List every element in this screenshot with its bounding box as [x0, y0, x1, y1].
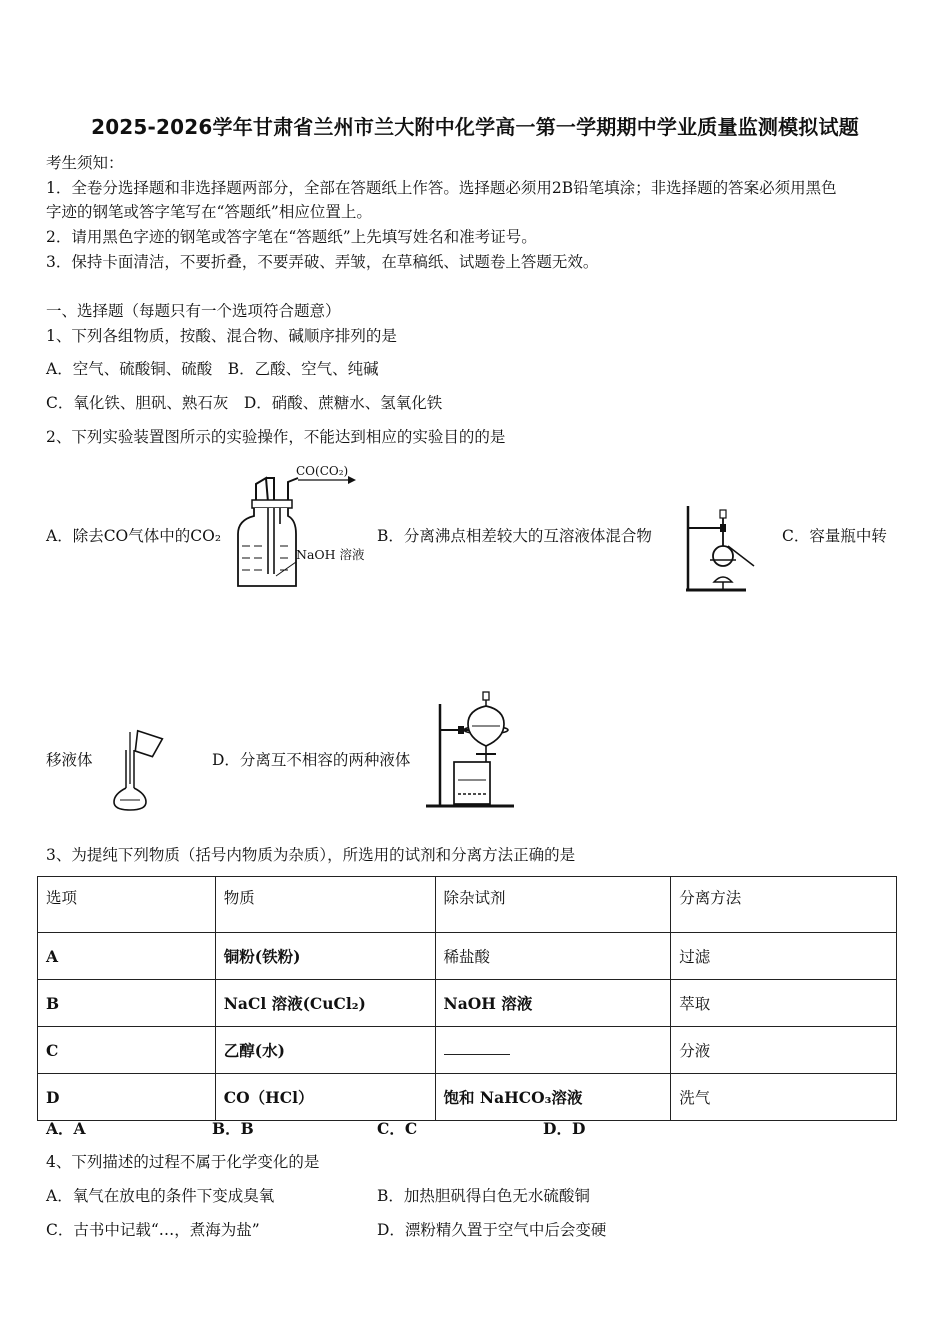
q2-option-c-cont: 移液体 — [46, 751, 93, 769]
table-row — [38, 1074, 897, 1121]
page-title: 2025-2026学年甘肃省兰州市兰大附中化学高一第一学期期中学业质量监测模拟试题 — [91, 115, 859, 139]
table-cell: C — [38, 1027, 216, 1074]
table-cell-blank — [435, 1027, 671, 1074]
table-row — [38, 1027, 897, 1074]
table-cell: 饱和 NaHCO₃溶液 — [435, 1074, 671, 1121]
table-cell: B — [38, 980, 216, 1027]
q4-option-c: C．古书中记载“…，煮海为盐” — [46, 1221, 260, 1239]
table-cell: A — [38, 933, 216, 980]
section-heading: 一、选择题（每题只有一个选项符合题意） — [46, 302, 341, 320]
q1-options-ab: A．空气、硫酸铜、硫酸 B．乙酸、空气、纯碱 — [46, 360, 379, 378]
q3-table — [37, 876, 897, 1121]
table-cell: 萃取 — [671, 980, 897, 1027]
q4-option-a: A．氧气在放电的条件下变成臭氧 — [46, 1187, 275, 1205]
separatory-funnel-figure — [424, 690, 518, 810]
notice-item-3: 3．保持卡面清洁，不要折叠，不要弄破、弄皱，在草稿纸、试题卷上答题无效。 — [46, 253, 599, 271]
blank-line — [444, 1042, 510, 1055]
table-cell: 分液 — [671, 1027, 897, 1074]
table-cell: CO（HCl） — [215, 1074, 435, 1121]
table-header-cell: 物质 — [215, 877, 435, 933]
q3-answer-c: C．C — [377, 1119, 418, 1138]
gas-washing-bottle-figure — [230, 462, 370, 592]
q4-stem: 4、下列描述的过程不属于化学变化的是 — [46, 1153, 320, 1171]
table-cell: NaCl 溶液(CuCl₂) — [215, 980, 435, 1027]
table-header-cell: 选项 — [38, 877, 216, 933]
q4-option-b: B．加热胆矾得白色无水硫酸铜 — [377, 1187, 590, 1205]
volumetric-flask-figure — [108, 728, 168, 813]
table-row — [38, 980, 897, 1027]
table-header-row — [38, 877, 897, 933]
notice-item-1: 1．全卷分选择题和非选择题两部分，全部在答题纸上作答。选择题必须用2B铅笔填涂；非选择题的答案必须用黑色 — [46, 179, 837, 197]
distillation-figure — [680, 500, 760, 595]
table-row — [38, 933, 897, 980]
table-cell: 过滤 — [671, 933, 897, 980]
q3-answer-d: D．D — [543, 1119, 586, 1138]
table-cell: 乙醇(水) — [215, 1027, 435, 1074]
q2-stem: 2、下列实验装置图所示的实验操作，不能达到相应的实验目的的是 — [46, 428, 506, 446]
q3-answer-a: A．A — [46, 1119, 86, 1138]
q1-options-cd: C．氧化铁、胆矾、熟石灰 D．硝酸、蔗糖水、氢氧化铁 — [46, 394, 443, 412]
q2-option-c: C．容量瓶中转 — [782, 527, 887, 545]
table-cell: D — [38, 1074, 216, 1121]
table-header-cell: 除杂试剂 — [435, 877, 671, 933]
table-cell: 铜粉(铁粉) — [215, 933, 435, 980]
label-co-co2: CO(CO₂) — [296, 464, 349, 478]
q3-answer-b: B．B — [212, 1119, 254, 1138]
q2-option-a: A．除去CO气体中的CO₂ — [46, 527, 222, 545]
table-cell: NaOH 溶液 — [435, 980, 671, 1027]
notice-item-2: 2．请用黑色字迹的钢笔或答字笔在“答题纸”上先填写姓名和准考证号。 — [46, 228, 537, 246]
notice-item-1-cont: 字迹的钢笔或答字笔写在“答题纸”相应位置上。 — [46, 203, 372, 221]
q4-option-d: D．漂粉精久置于空气中后会变硬 — [377, 1221, 607, 1239]
table-cell: 洗气 — [671, 1074, 897, 1121]
q1-stem: 1、下列各组物质，按酸、混合物、碱顺序排列的是 — [46, 327, 397, 345]
table-header-cell: 分离方法 — [671, 877, 897, 933]
q2-option-d: D．分离互不相容的两种液体 — [212, 751, 411, 769]
q3-stem: 3、为提纯下列物质（括号内物质为杂质），所选用的试剂和分离方法正确的是 — [46, 846, 576, 864]
notice-heading: 考生须知： — [46, 154, 124, 172]
table-cell: 稀盐酸 — [435, 933, 671, 980]
label-naoh-solution: NaOH 溶液 — [296, 547, 365, 562]
q2-option-b: B．分离沸点相差较大的互溶液体混合物 — [377, 527, 652, 545]
